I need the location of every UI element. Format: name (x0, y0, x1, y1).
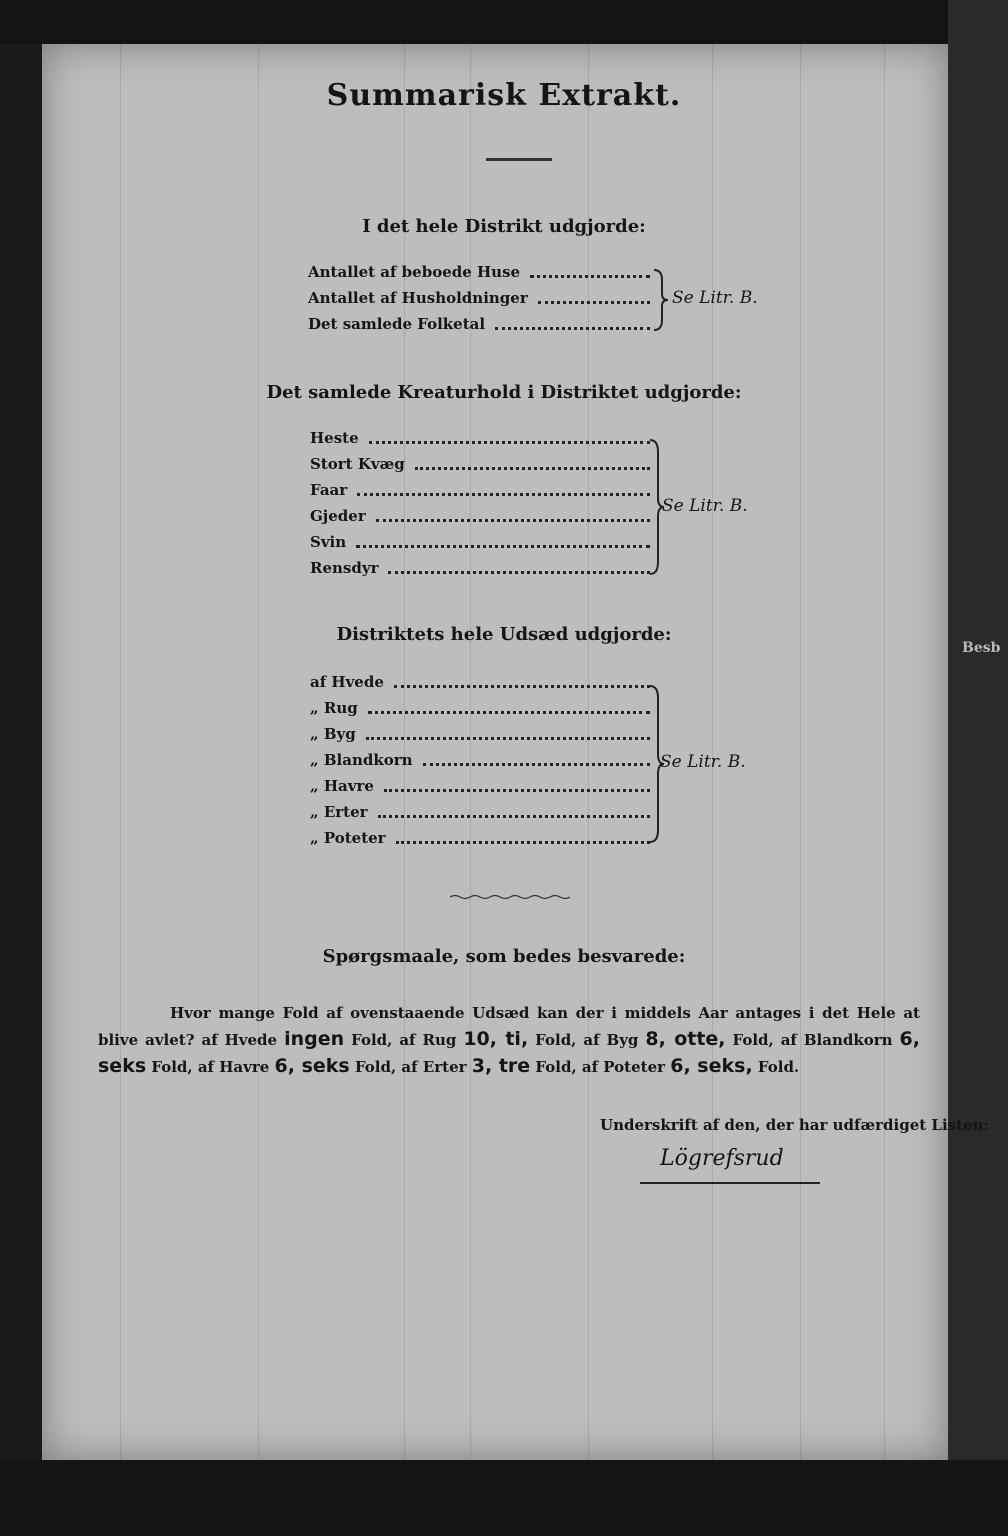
question-part: Fold, af Rug (351, 1031, 457, 1049)
section2-row (310, 480, 656, 500)
signature-line (640, 1182, 820, 1184)
answer-hvede: ingen (284, 1028, 345, 1050)
section2-reference: Se Litr. B. (662, 496, 748, 516)
section1-heading: I det hele Distrikt udgjorde: (362, 216, 646, 237)
leader-dots (530, 267, 650, 278)
row-label: Rensdyr (310, 559, 379, 577)
row-label: Det samlede Folketal (308, 315, 486, 333)
question-part: Fold. (757, 1058, 800, 1076)
answer-erter: 3, tre (471, 1055, 531, 1077)
section3-row (310, 750, 656, 770)
section3-row (310, 698, 656, 718)
leader-dots (369, 433, 650, 444)
questions-heading: Spørgsmaale, som bedes besvarede: (322, 946, 686, 967)
ornamental-divider (450, 894, 570, 900)
row-label: Gjeder (310, 507, 366, 525)
leader-dots (495, 319, 650, 330)
row-label: af Hvede (310, 673, 384, 691)
section3-heading: Distriktets hele Udsæd udgjorde: (336, 624, 672, 645)
leader-dots (394, 677, 650, 688)
leader-dots (357, 485, 650, 496)
answer-poteter: 6, seks, (670, 1055, 753, 1077)
ruled-line (120, 44, 121, 1460)
leader-dots (368, 703, 650, 714)
ruled-line (258, 44, 259, 1460)
section3-row (310, 802, 656, 822)
leader-dots (423, 755, 650, 766)
section2-row (310, 428, 656, 448)
leader-dots (384, 781, 650, 792)
section2-heading: Det samlede Kreaturhold i Distriktet udgjorde: (266, 382, 742, 403)
leader-dots (376, 511, 650, 522)
leader-dots (378, 807, 650, 818)
question-part: Fold, af Poteter (535, 1058, 666, 1076)
answer-byg: 8, otte, (645, 1028, 726, 1050)
row-label: „ Erter (310, 803, 368, 821)
ruled-line (800, 44, 801, 1460)
title-rule (486, 158, 552, 161)
signature-label: Underskrift af den, der har udfærdiget Listen: (600, 1116, 989, 1134)
leader-dots (396, 833, 650, 844)
row-label: Faar (310, 481, 348, 499)
brace-icon (652, 268, 670, 332)
section2-row (310, 454, 656, 474)
row-label: „ Rug (310, 699, 358, 717)
section1-row (308, 262, 656, 282)
question-part: Fold, af Havre (151, 1058, 270, 1076)
question-part: Hvor mange Fold af ovenstaaende Udsæd kan der i middels Aar antages i det Hele at blive avlet? af Hvede (98, 1004, 920, 1049)
question-part: Fold, af Erter (354, 1058, 467, 1076)
answer-rug: 10, ti, (463, 1028, 529, 1050)
signature: Lögrefsrud (660, 1146, 784, 1171)
row-label: „ Blandkorn (310, 751, 413, 769)
adjacent-page-fragment: Besb (962, 640, 1001, 656)
leader-dots (356, 537, 650, 548)
question-part: Fold, af Byg (535, 1031, 639, 1049)
page-title: Summarisk Extrakt. (326, 78, 682, 113)
section1-row (308, 288, 656, 308)
scan-bottom-edge (0, 1460, 1008, 1536)
row-label: Heste (310, 429, 359, 447)
row-label: Svin (310, 533, 347, 551)
section1-row (308, 314, 656, 334)
scan-top-edge (0, 0, 1008, 44)
leader-dots (415, 459, 650, 470)
question-text (98, 1000, 920, 1080)
leader-dots (538, 293, 650, 304)
leader-dots (388, 563, 650, 574)
section2-row (310, 506, 656, 526)
section3-row (310, 776, 656, 796)
section2-row (310, 558, 656, 578)
ruled-line (884, 44, 885, 1460)
row-label: „ Poteter (310, 829, 386, 847)
section3-row (310, 828, 656, 848)
row-label: „ Byg (310, 725, 356, 743)
leader-dots (366, 729, 650, 740)
row-label: „ Havre (310, 777, 374, 795)
section3-row (310, 672, 656, 692)
section1-reference: Se Litr. B. (672, 288, 758, 308)
answer-blandkorn: 6, seks (98, 1028, 920, 1077)
row-label: Antallet af beboede Huse (308, 263, 521, 281)
section3-row (310, 724, 656, 744)
section2-row (310, 532, 656, 552)
question-part: Fold, af Blandkorn (732, 1031, 893, 1049)
row-label: Antallet af Husholdninger (308, 289, 528, 307)
section3-reference: Se Litr. B. (660, 752, 746, 772)
answer-havre: 6, seks (274, 1055, 350, 1077)
row-label: Stort Kvæg (310, 455, 405, 473)
